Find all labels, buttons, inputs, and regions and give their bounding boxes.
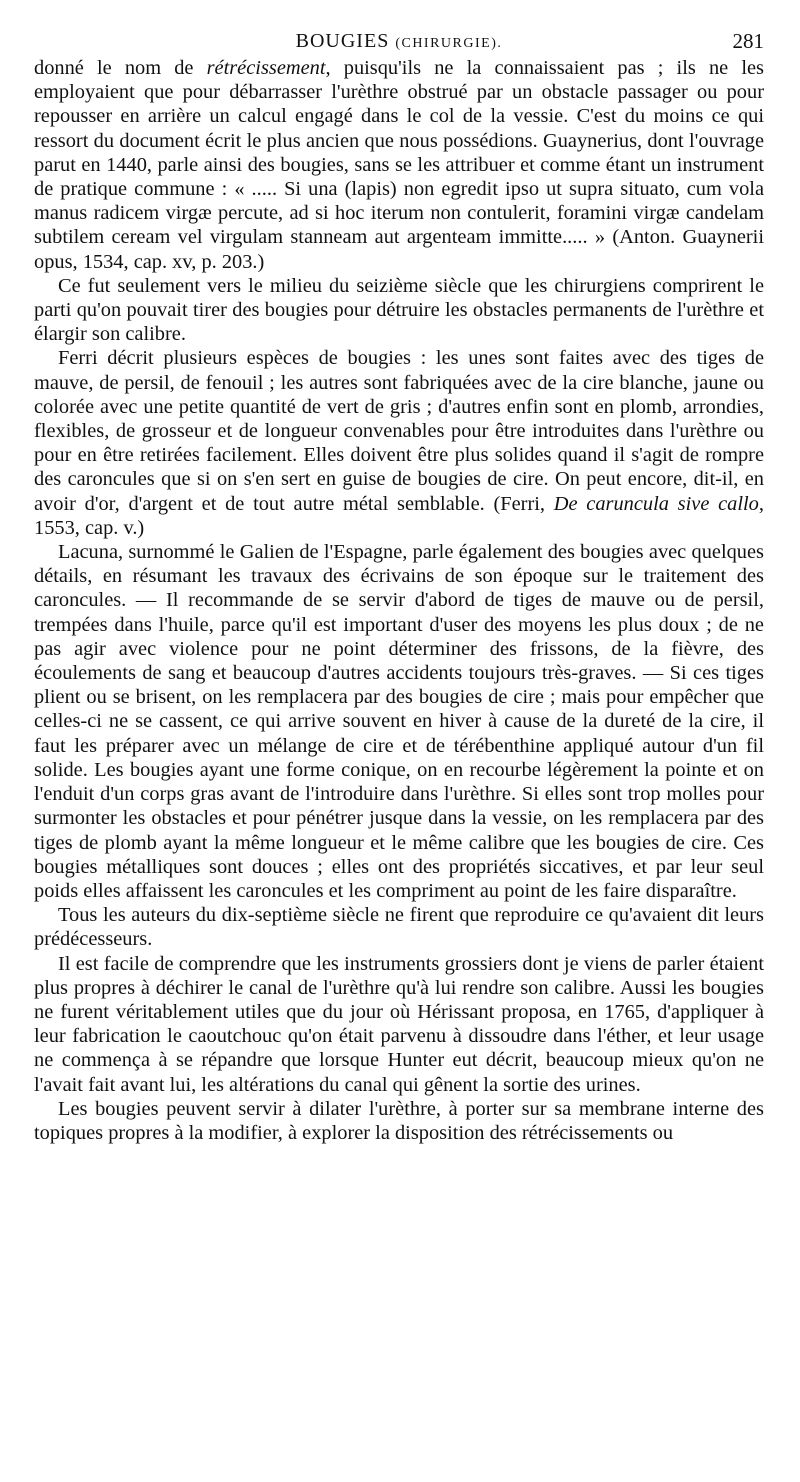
text-segment: Ferri décrit plusieurs espèces de bougies : les unes sont faites avec des tiges de mauve, de persil, de fenouil ; les autres sont fabriquées avec de la cire blanche, jaune ou colorée avec une petite quantité de vert de gris ; d'autres enfin sont en plomb, arrondies, flexibles, de grosseur et de longueur convenables pour être introduites dans l'urèthre ou pour en être retirées facilement. Elles doivent être plus solides quand il s'agit de rompre des caroncules que si on s'en sert en guise de bougies de cire. On peut encore, dit-il, en avoir d'or, d'argent et de tout autre métal semblable. (Ferri, bbox=[34, 347, 764, 515]
paragraph bbox=[34, 540, 764, 903]
running-title bbox=[34, 30, 764, 53]
italic-text: De caruncula sive callo bbox=[553, 492, 759, 515]
paragraph bbox=[34, 1097, 764, 1145]
paragraph bbox=[34, 274, 764, 347]
body-text bbox=[34, 56, 764, 1145]
text-segment: , puisqu'ils ne la connaissaient pas ; ils ne les employaient que pour débarrasser l'urèthre obstrué par un obstacle passager ou pour repousser en arrière un calcul engagé dans le col de la vessie. C'est du moins ce qui ressort du document écrit le plus ancien que nous possédions. Guaynerius, dont l'ouvrage parut en 1440, parle ainsi des bougies, sans se les attribuer et comme étant un instrument de pratique commune : « ..... Si una (lapis) non egredit ipso ut supra situato, cum vola manus radicem virgæ percute, ad si hoc iterum non contulerit, foramini virgæ candelam subtilem ceream vel virgulam stanneam aut argenteam immitte..... » (Anton. Guaynerii opus, 1534, cap. xv, p. 203.) bbox=[34, 57, 764, 273]
paragraph bbox=[34, 346, 764, 540]
running-header bbox=[34, 0, 764, 56]
italic-text: rétrécissement bbox=[206, 57, 326, 79]
running-title-sub: (CHIRURGIE). bbox=[395, 36, 503, 51]
text-segment: Tous les auteurs du dix-septième siècle ne firent que reproduire ce qu'avaient dit leurs prédécesseurs. bbox=[34, 904, 764, 951]
text-segment: Il est facile de comprendre que les instruments grossiers dont je viens de parler étaient plus propres à déchirer le canal de l'urèthre qu'à lui rendre son calibre. Aussi les bougies ne furent véritablement utiles que du jour où Hérissant proposa, en 1765, d'appliquer à leur fabrication le caoutchouc qu'on était parvenu à dissoudre dans l'éther, et leur usage ne commença à se répandre que lorsque Hunter eut décrit, beaucoup mieux qu'on ne l'avait fait avant lui, les altérations du canal qui gênent la sortie des urines. bbox=[34, 952, 764, 1096]
paragraph bbox=[34, 952, 764, 1097]
text-segment: Ce fut seulement vers le milieu du seizième siècle que les chirurgiens comprirent le parti qu'on pouvait tirer des bougies pour détruire les obstacles permanents de l'urèthre et élargir son calibre. bbox=[34, 274, 764, 346]
text-segment: donné le nom de bbox=[34, 57, 207, 79]
running-title-main: BOUGIES bbox=[295, 30, 390, 52]
text-segment: Lacuna, surnommé le Galien de l'Espagne, parle également des bougies avec quelques détails, en résumant les travaux des écrivains de son époque sur le traitement des caroncules. — Il recommande de se servir d'abord de tiges de mauve ou de persil, trempées dans l'huile, parce qu'il est important d'user des moyens les plus doux ; de ne pas agir avec violence pour ne point déterminer des frissons, de la fièvre, des écoulements de sang et beaucoup d'autres accidents toujours très-graves. — Si ces tiges plient ou se brisent, on les remplacera par des bougies de cire ; mais pour empêcher que celles-ci ne se cassent, ce qui arrive souvent en hiver à cause de la dureté de la cire, il faut les préparer avec un mélange de cire et de térébenthine appliqué autour d'un fil solide. Les bougies ayant une forme conique, on en recourbe légèrement la pointe et on l'enduit d'un corps gras avant de l'introduire dans l'urèthre. Si elles sont trop molles pour surmonter les obstacles et pour pénétrer jusque dans la vessie, on les remplacera par des tiges de plomb ayant la même longueur et le même calibre que les bougies de cire. Ces bougies métalliques sont douces ; elles ont des propriétés siccatives, et par leur seul poids elles affaissent les caroncules et les compriment au point de les faire disparaître. bbox=[34, 541, 764, 902]
page-number: 281 bbox=[732, 29, 764, 53]
text-segment: , 1553, cap. v.) bbox=[34, 492, 764, 539]
text-segment: Les bougies peuvent servir à dilater l'urèthre, à porter sur sa membrane interne des topiques propres à la modifier, à explorer la disposition des rétrécissements ou bbox=[34, 1097, 764, 1144]
paragraph bbox=[34, 903, 764, 951]
document-page bbox=[34, 0, 764, 1145]
paragraph bbox=[34, 56, 764, 274]
